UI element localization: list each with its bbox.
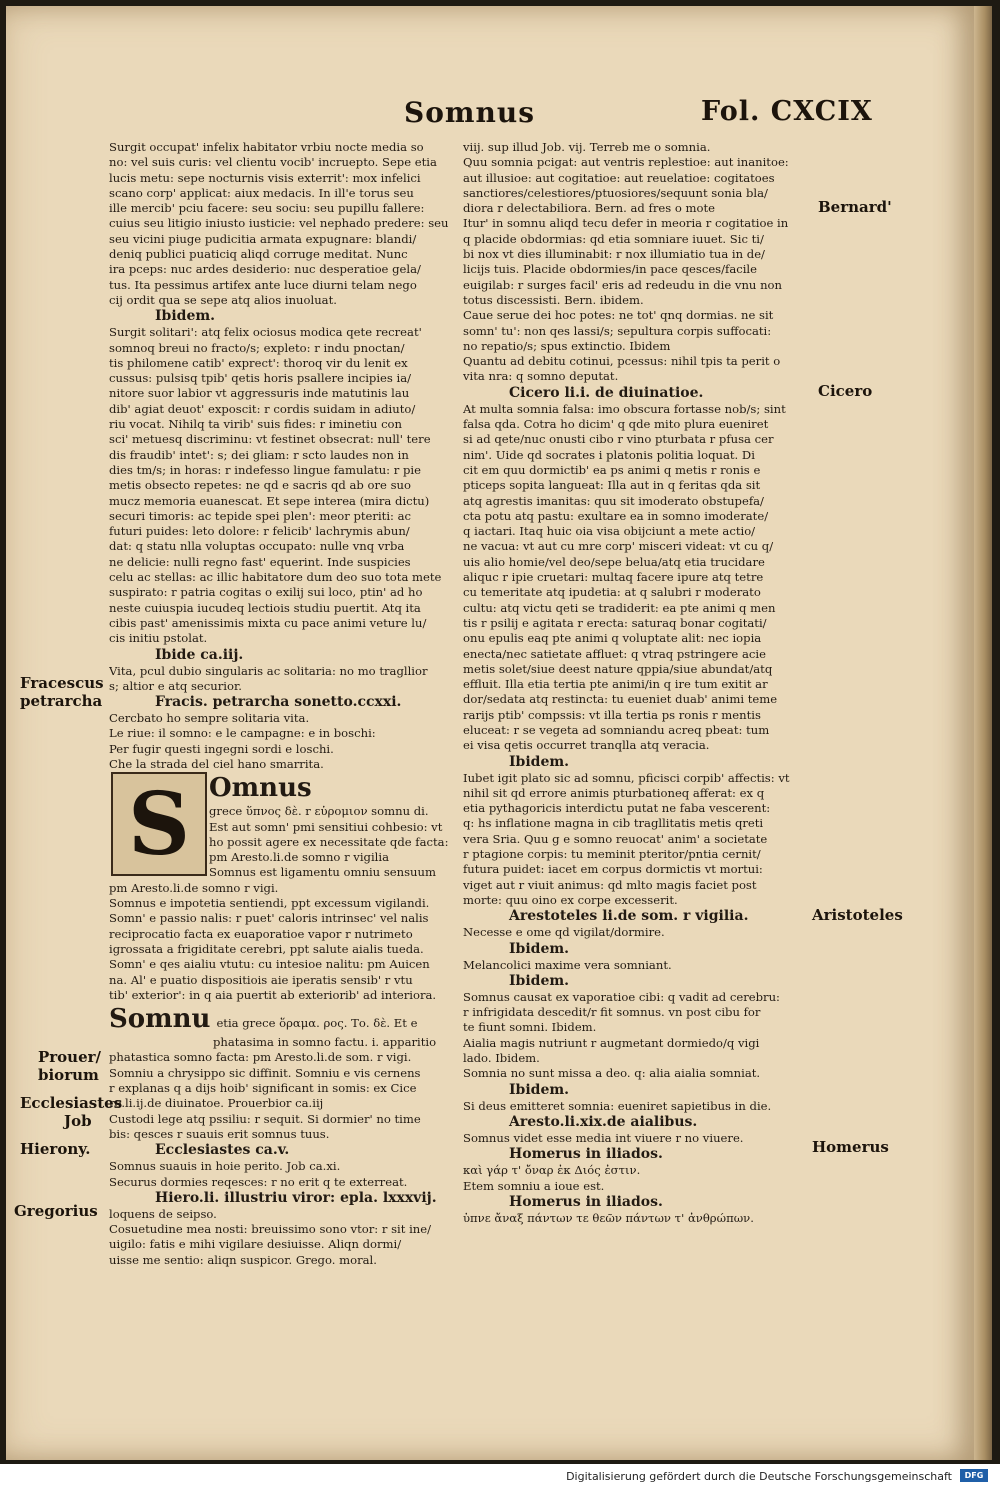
margin-note-homerus: Homerus [812,1138,889,1156]
text-line: totus discessisti. Bern. ibidem. [463,292,644,307]
running-title: Somnus [404,96,536,129]
text-line: Somniu a chrysippo sic diffinit. Somniu e vis cernens [109,1065,421,1080]
text-line: s; altior e atq securior. [109,678,242,693]
text-line: diora r delectabiliora. Bern. ad fres o mote [463,201,716,216]
text-line: na. Al' e puatio dispositiois aie iperatis sensib' r vtu [109,972,413,987]
text-line: phatastica somno facta: pm Aresto.li.de som. r vigi. [109,1050,412,1065]
text-line: lucis metu: sepe nocturnis visis exterrit': mox infelici [109,170,421,185]
text-line: Per fugir questi ingegni sordi e loschi. [109,741,334,756]
text-line: pm Aresto.li.de somno r vigi. [109,880,279,895]
margin-note-francesco: Fracescus [20,674,104,692]
text-line: securi timoris: ac tepide spei plen': meor pteriti: ac [109,508,412,523]
margin-note-job: Job [64,1112,92,1130]
text-line: metis obsecto repetes: ne qd e sacris qd ab ore suo [109,478,411,493]
lemma-word: Somnu [109,1004,211,1035]
text-line: no: vel suis curis: vel clientu vocib' incruepto. Sepe etia [109,155,437,170]
text-line: Necesse e ome qd vigilat/dormire. [463,925,665,940]
text-line: καὶ γάρ τ' ὄναρ ἐκ Διός ἐστιν. [463,1163,641,1178]
text-line: Surgit solitari': atq felix ociosus modica qete recreat' [109,325,422,340]
text-line: futuri puides: leto dolore: r felicib' lachrymis abun/ [109,524,410,539]
text-line: onu epulis eaq pte animi q voluptate alit: nec iopia [463,631,762,646]
margin-note-ecclesiastes: Ecclesiastes [20,1094,123,1112]
text-line: Somn' e qes aialiu vtutu: cu intesioe nalitu: pm Auicen [109,957,430,972]
text-line: ira pceps: nuc ardes desiderio: nuc desperatioe gela/ [109,262,421,277]
text-line: celu ac stellas: ac illic habitatore dum deo suo tota mete [109,570,442,585]
text-line: Melancolici maxime vera somniant. [463,957,672,972]
text-line: Somnus suauis in hoie perito. Job ca.xi. [109,1159,341,1174]
footer-credit: Digitalisierung gefördert durch die Deutsche Forschungsgemeinschaft [566,1470,952,1483]
section-heading: Homerus in iliados. [509,1193,663,1210]
text-line: dib' agiat deuot' exposcit: r cordis suidam in adiuto/ [109,401,416,416]
text-line: Somnus e impotetia sentiendi, ppt excessum vigilandi. [109,896,430,911]
text-line: loquens de seipso. [109,1206,217,1221]
text-line: vita nra: q somno deputat. [463,369,619,384]
margin-note-gregorius: Gregorius [14,1202,98,1220]
text-line: rarijs ptib' compssis: vt illa tertia ps ronis r mentis [463,707,761,722]
text-line: deniq publici puaticiq aliqd corruge meditat. Nunc [109,247,408,262]
text-line: dat: q statu nlla voluptas occupato: nulle vnq vrba [109,539,405,554]
text-line: bis: qesces r suauis erit somnus tuus. [109,1126,330,1141]
text-line: Caue serue dei hoc potes: ne tot' qnq dormias. ne sit [463,308,774,323]
folio-number: Fol. CXCIX [701,96,873,127]
text-line: Somnus videt esse media int viuere r no viuere. [463,1130,744,1145]
text-line: nim'. Uide qd socrates i platonis politia loquat. Di [463,447,755,462]
text-line: nitore suor labior vt aggressuris inde matutinis lau [109,386,410,401]
text-line: Si deus emitteret somnia: eueniret sapietibus in die. [463,1098,772,1113]
text-line: Quantu ad debitu cotinui, pcessus: nihil tpis ta perit o [463,354,781,369]
text-line: Est aut somn' pmi sensitiui cohbesio: vt [209,819,443,834]
text-line: somnoq breui no fracto/s; expleto: r indu pnoctan/ [109,340,405,355]
text-line: ne vacua: vt aut cu mre corp' misceri videat: vt cu q/ [463,539,774,554]
text-line: Cercbato ho sempre solitaria vita. [109,711,310,726]
text-line: ho possit agere ex necessitate qde facta: [209,834,449,849]
text-line: futura puidet: iacet em corpus dormictis vt mortui: [463,862,763,877]
margin-note-prouerbiorum-2: biorum [38,1066,99,1084]
text-line: r explanas q a dijs hoib' significant in somis: ex Cice [109,1081,417,1096]
section-heading: Fracis. petrarcha sonetto.ccxxi. [155,694,402,711]
text-line: suspirato: r patria cogitas o exilij sui loco, ptin' ad ho [109,585,423,600]
section-heading: Cicero li.i. de diuinatioe. [509,384,704,401]
text-line: tis philomene catib' exprect': thoroq vir du lenit ex [109,355,408,370]
text-line: cussus: pulsisq tpib' qetis horis psallere incipies ia/ [109,371,412,386]
margin-note-aristoteles: Aristoteles [812,906,903,924]
text-line: Somn' e passio nalis: r puet' caloris intrinsec' vel nalis [109,911,429,926]
text-line: no repatio/s; spus extinctio. Ibidem [463,338,671,353]
left-text-column [109,140,454,1268]
text-line: q iactari. Itaq huic oia visa obijciunt a mete actio/ [463,524,756,539]
text-line: falsa qda. Cotra ho dicim' q qde mito plura eueniret [463,417,769,432]
decorated-initial-s: S [111,772,207,876]
text-line: Iubet igit plato sic ad somnu, pficisci corpib' affectis: vt [463,770,790,785]
margin-note-hieronymus: Hierony. [20,1140,91,1158]
text-line: tus. Ita pessimus artifex ante luce diurni telam nego [109,277,417,292]
text-line: licijs tuis. Placide obdormies/in pace qesces/facile [463,262,758,277]
text-line: bi nox vt dies illuminabit: r nox illumiatio tua in de/ [463,247,765,262]
text-line: Itur' in somnu aliqd tecu defer in meoria r cogitatioe in [463,216,789,231]
text-line: ille mercib' pciu facere: seu sociu: seu pupillu fallere: [109,201,425,216]
margin-note-prouerbiorum: Prouer/ [38,1048,102,1066]
text-line: riu vocat. Nihilq ta virib' suis fides: r iminetiu con [109,417,403,432]
text-line: aut illusioe: aut cogitatioe: aut reuelatioe: cogitatoes [463,170,775,185]
text-line: pticeps sopita langueat: Illa aut in q feritas qda sit [463,478,761,493]
text-line: uisse me sentio: aliqn suspicor. Grego. moral. [109,1252,377,1267]
lemma-rest: etia grece ὅραμα. ρος. Το. δὲ. Et e [216,1016,418,1031]
page-edge [974,6,992,1460]
section-heading: Ecclesiastes ca.v. [155,1142,290,1159]
margin-note-bernard: Bernard' [818,198,892,216]
text-line: cis initiu pstolat. [109,631,208,646]
right-text-column [463,140,813,1226]
text-line: cta potu atq pastu: exultare ea in somno imoderate/ [463,508,769,523]
text-line: tib' exterior': in q aia puertit ab exteriorib' ad interiora. [109,987,437,1002]
text-line: neste cuiuspia iucudeq lectiois studiu puertit. Atq ita [109,600,421,615]
text-line: grece ὕπνος δὲ. r εὑρομιον somnu di. [209,804,429,819]
text-line: Custodi lege atq pssiliu: r sequit. Si dormier' no time [109,1111,421,1126]
text-line: cibis past' amenissimis mixta cu pace animi veture lu/ [109,615,427,630]
lemma-heading: Omnus [209,773,312,804]
section-heading: Ibide ca.iij. [155,646,244,663]
text-line: Che la strada del ciel hano smarrita. [109,756,324,771]
section-heading: Arestoteles li.de som. r vigilia. [509,908,749,925]
section-heading: Hiero.li. illustriu viror: epla. lxxxvij. [155,1189,437,1206]
text-line: dor/sedata atq restincta: tu eueniet duab' animi teme [463,692,778,707]
lemma-heading-2 [109,1003,454,1035]
section-heading: Ibidem. [155,308,216,325]
section-heading: Aresto.li.xix.de aialibus. [509,1113,698,1130]
text-line: Somnus causat ex vaporatioe cibi: q vadit ad cerebru: [463,989,780,1004]
book-page [6,6,974,1460]
text-line: phatasima in somno factu. i. apparitio [213,1035,437,1050]
text-line: sci' metuesq discriminu: vt festinet obsecrat: null' tere [109,432,431,447]
text-line: nihil sit qd errore animis pturbationeq afferat: ex q [463,785,765,800]
text-line: metis solet/siue deest nature qppia/siue abundat/atq [463,661,773,676]
text-line: q: hs inflatione magna in cib tragllitatis metis qreti [463,816,764,831]
text-line: viget aut r viuit animus: qd mlto magis faciet post [463,877,757,892]
section-heading: Ibidem. [509,1081,570,1098]
margin-note-cicero: Cicero [818,382,873,400]
text-line: uigilo: fatis e mihi vigilare desiuisse. Aliqn dormi/ [109,1237,402,1252]
text-line: atq agrestis imanitas: quu sit imoderato obstupefa/ [463,493,764,508]
text-line: cuius seu litigio iniusto iusticie: vel nephado predere: seu [109,216,449,231]
text-line: cultu: atq victu qeti se tradiderit: ea pte animi q men [463,600,776,615]
text-line: cit em quu dormictib' ea ps animi q metis r ronis e [463,462,761,477]
text-line: uis alio homie/vel deo/sepe belua/atq etia trucidare [463,554,765,569]
text-line: Somnia no sunt missa a deo. q: alia aialia somniat. [463,1066,761,1081]
text-line: tis r psilij e agitata r erecta: saturaq bonar cogitati/ [463,615,767,630]
text-line: Aialia magis nutriunt r augmetant dormiedo/q vigi [463,1035,760,1050]
text-line: eluceat: r se vegeta ad somniandu acreq pbeat: tum [463,722,770,737]
text-line: mucz memoria euanescat. Et sepe interea (mira dictu) [109,493,430,508]
text-line: Quu somnia pcigat: aut ventris replestioe: aut inanitoe: [463,155,789,170]
section-heading: Ibidem. [509,972,570,989]
text-line: effluit. Illa etia tertia pte animi/in q ire tum exitit ar [463,677,768,692]
text-line: Securus dormies reqesces: r no erit q te exterreat. [109,1174,408,1189]
text-line: ei visa qetis occurret tranqlla atq veracia. [463,738,710,753]
section-heading: Homerus in iliados. [509,1146,663,1163]
text-line: Surgit occupat' infelix habitator vrbiu nocte media so [109,140,424,154]
text-line: q placide obdormias: qd etia somniare iuuet. Sic ti/ [463,231,764,246]
text-line: lado. Ibidem. [463,1051,540,1066]
text-line: euigilab: r surges facil' eris ad redeudu in die vnu non [463,277,782,292]
text-line: Somnus est ligamentu omniu sensuum [209,865,436,880]
text-line: Etem somniu a ioue est. [463,1178,605,1193]
section-heading: Ibidem. [509,753,570,770]
text-line: somn' tu': non qes lassi/s; sepultura corpis suffocati: [463,323,772,338]
text-line: seu vicini piuge pudicitia armata expugnare: blandi/ [109,231,417,246]
text-line: Cosuetudine mea nosti: breuissimo sono vtor: r sit ine/ [109,1222,432,1237]
text-line: morte: quu oino ex corpe excesserit. [463,892,678,907]
text-line: sanctiores/celestiores/ptuosiores/sequunt sonia bla/ [463,185,768,200]
text-line: vera Sria. Quu g e somno reuocat' anim' a societate [463,831,768,846]
text-line: ὑπνε ἄναξ πάντων τε θεῶν πάντων τ' ἀνθρώπων. [463,1210,754,1225]
section-heading: Ibidem. [509,940,570,957]
dfg-logo: DFG [960,1469,988,1482]
text-line: etia pythagoricis interdictu putat ne faba vescerent: [463,801,771,816]
text-line: dies tm/s; in horas: r indefesso lingue famulatu: r pie [109,462,421,477]
text-line: reciprocatio facta ex euaporatioe vapor r nutrimeto [109,926,413,941]
text-line: cij ordit qua se sepe atq alios inuoluat. [109,292,337,307]
text-line: Vita, pcul dubio singularis ac solitaria: no mo tragllior [109,663,428,678]
text-line: r ptagione corpis: tu meminit pteritor/pntia cernit/ [463,847,761,862]
text-line: scano corp' applicat: aiux medacis. In ill'e torus seu [109,185,414,200]
text-line: dis fraudib' intet': s; dei gliam: r scto laudes non in [109,447,409,462]
text-line: At multa somnia falsa: imo obscura fortasse nob/s; sint [463,401,786,416]
text-line: igrossata a frigiditate cerebri, ppt salute aialis tueda. [109,941,424,956]
text-line: enecta/nec satietate affluet: q vtraq pstringere acie [463,646,766,661]
text-line: ro.li.ij.de diuinatoe. Prouerbior ca.iij [109,1096,324,1111]
text-line: pm Aresto.li.de somno r vigilia [209,850,390,865]
text-line: te fiunt somni. Ibidem. [463,1020,597,1035]
text-line: r infrigidata descedit/r fit somnus. vn post cibu for [463,1005,761,1020]
text-line: si ad qete/nuc onusti cibo r vino pturbata r pfusa cer [463,432,774,447]
text-line: aliquc r ipie cruetari: multaq facere ipure atq tetre [463,570,764,585]
text-line: cu temeritate atq ipudetia: at q salubri r moderato [463,585,761,600]
footer-bar [0,1464,1000,1488]
margin-note-petrarcha: petrarcha [20,692,103,710]
text-line: Le riue: il somno: e le campagne: e in boschi: [109,726,376,741]
text-line: ne delicie: nulli regno fast' equerint. Inde suspicies [109,554,411,569]
text-line: viij. sup illud Job. vij. Terreb me o somnia. [463,140,711,154]
